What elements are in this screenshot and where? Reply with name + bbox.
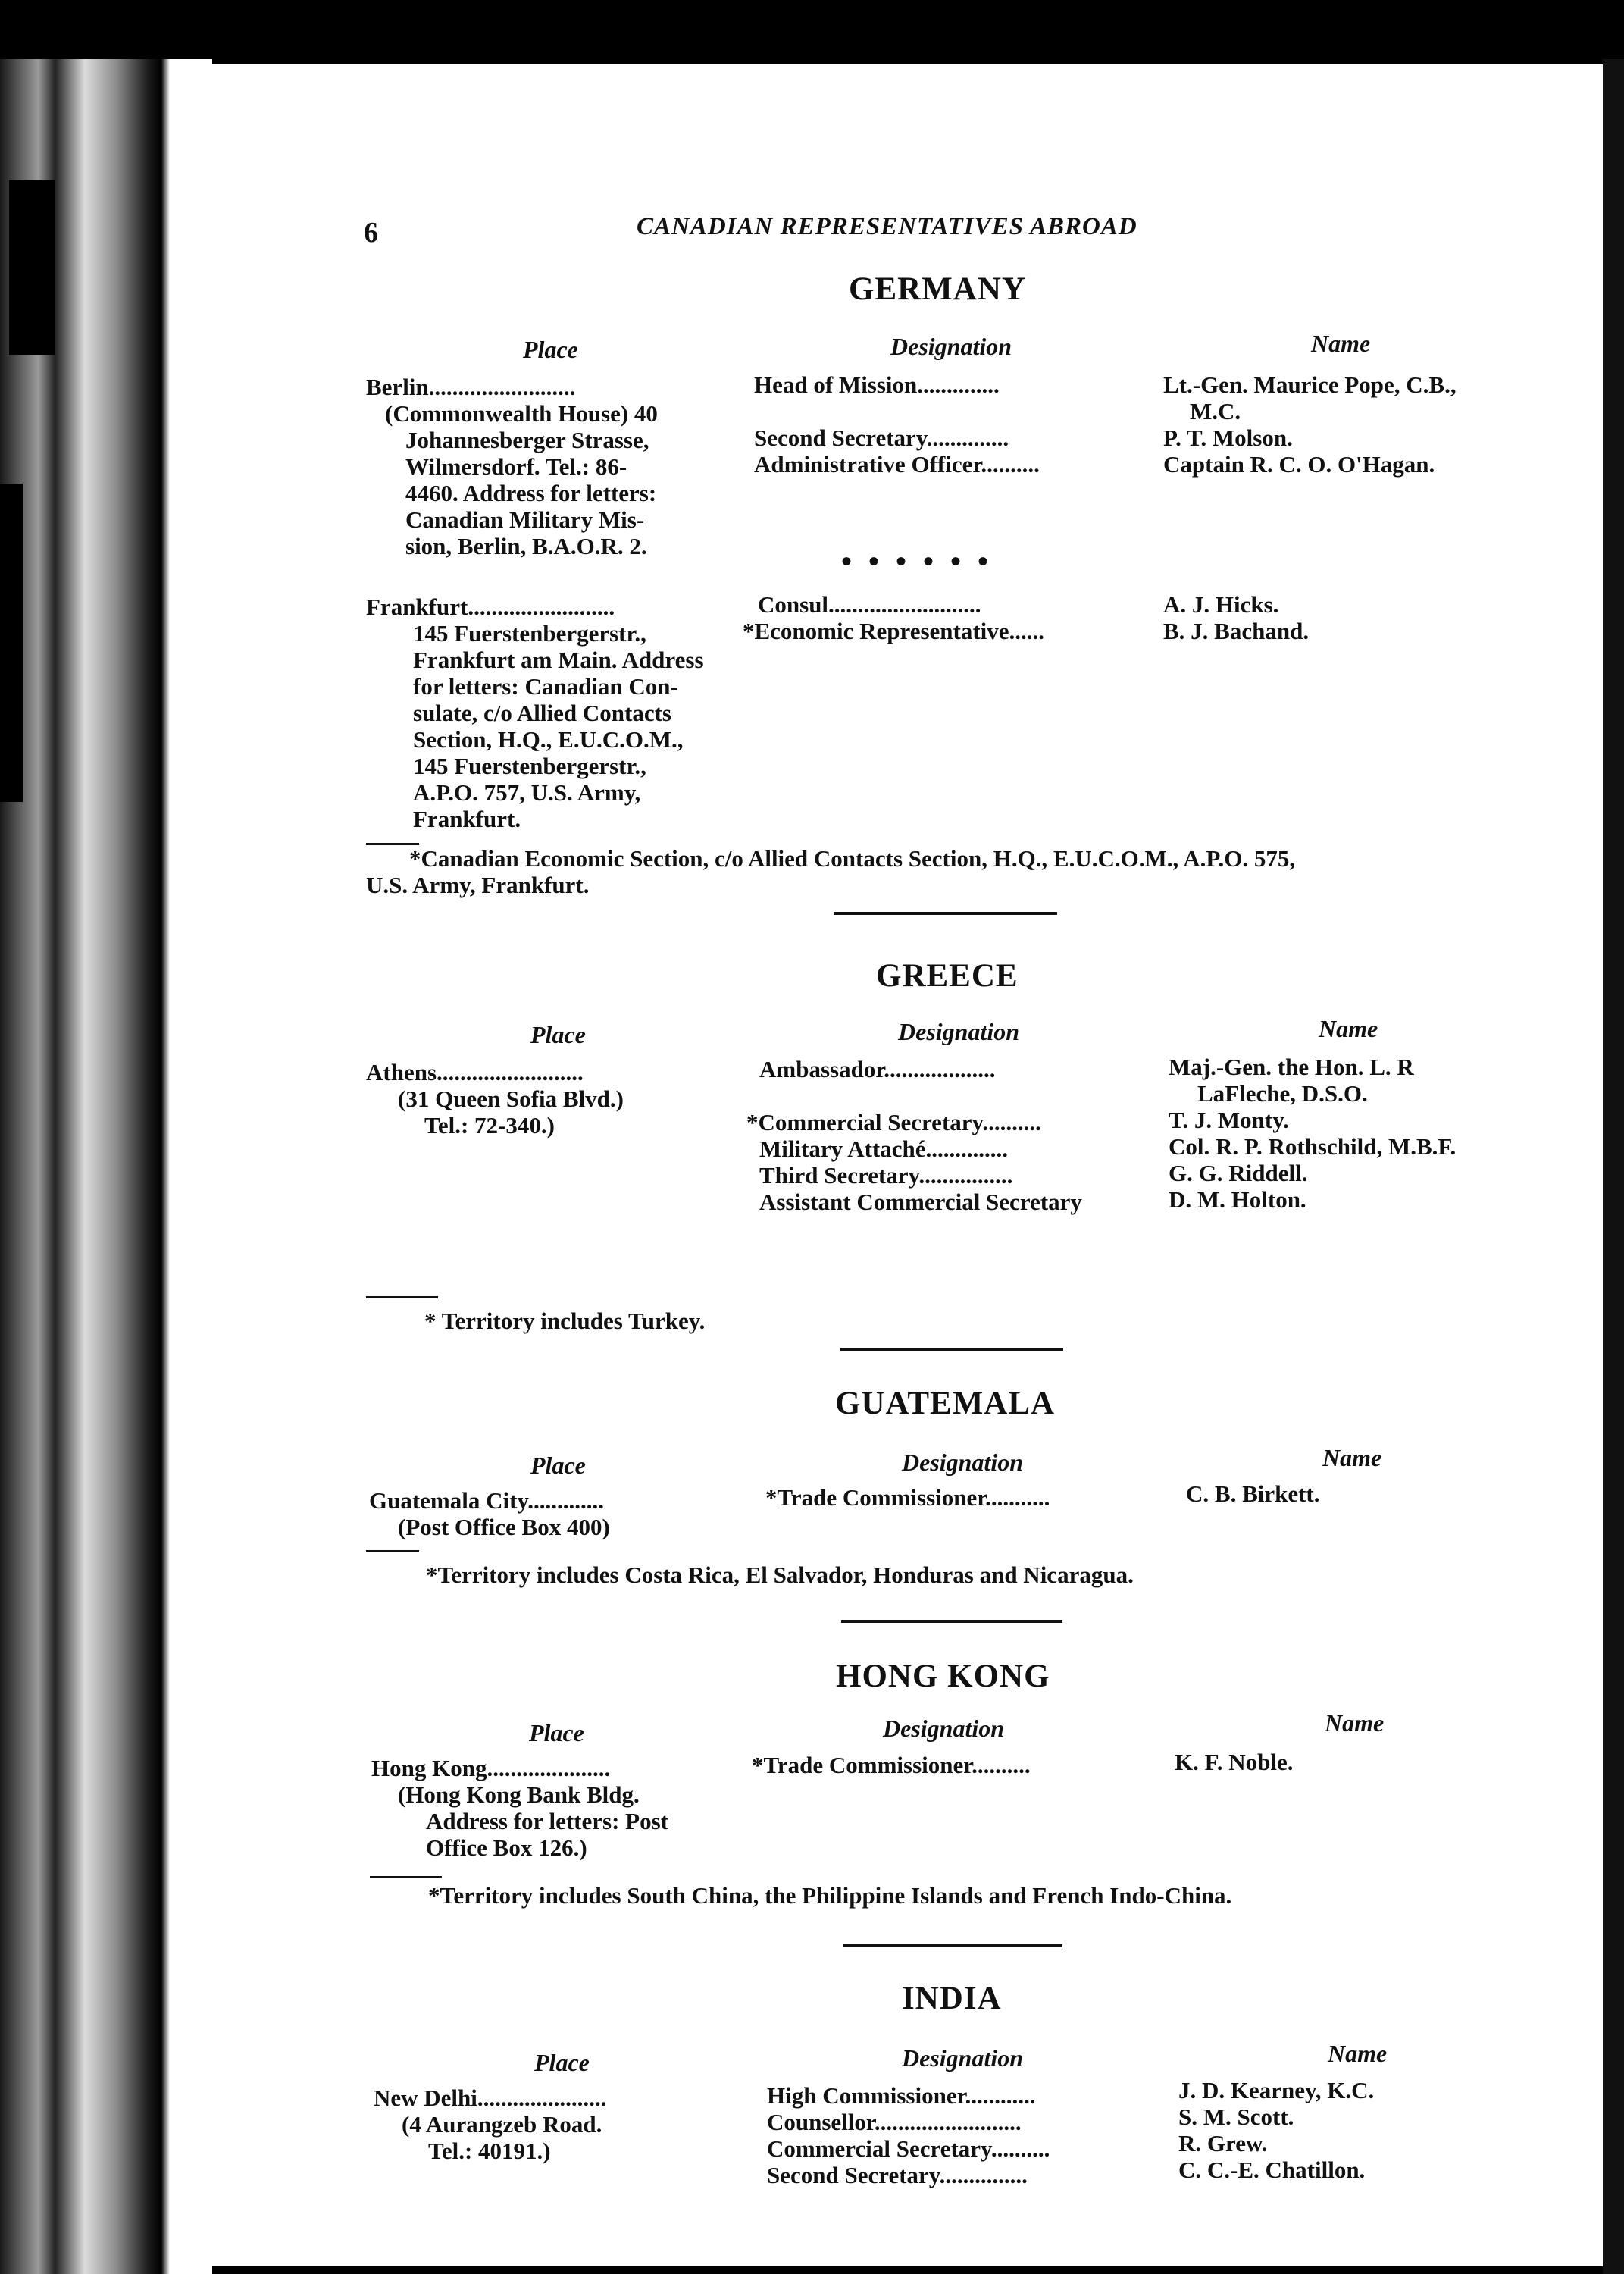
section-rule xyxy=(843,1944,1062,1947)
binding-margin xyxy=(0,59,212,2274)
person-name: Col. R. P. Rothschild, M.B.F. xyxy=(1169,1133,1457,1160)
column-header-designation: Designation xyxy=(883,1715,1005,1742)
guatemala-address: (Post Office Box 400) xyxy=(398,1514,610,1540)
designation: High Commissioner............ xyxy=(767,2082,1036,2109)
frankfurt-address: sulate, c/o Allied Contacts xyxy=(413,700,671,726)
athens-address: (31 Queen Sofia Blvd.) xyxy=(398,1085,624,1112)
footnote: U.S. Army, Frankfurt. xyxy=(366,872,590,898)
person-name: A. J. Hicks. xyxy=(1163,591,1279,618)
person-name: C. C.-E. Chatillon. xyxy=(1178,2157,1366,2183)
column-header-place: Place xyxy=(534,2049,590,2076)
designation: Administrative Officer.......... xyxy=(754,451,1040,478)
person-name: T. J. Monty. xyxy=(1169,1107,1289,1133)
section-rule xyxy=(840,1348,1063,1351)
designation: Third Secretary................ xyxy=(759,1162,1013,1189)
section-title-india: INDIA xyxy=(902,1981,1002,2016)
frankfurt-place: Frankfurt......................... xyxy=(366,594,615,620)
column-header-place: Place xyxy=(529,1719,584,1746)
column-header-designation: Designation xyxy=(898,1018,1020,1045)
berlin-address: Johannesberger Strasse, xyxy=(405,427,649,453)
footnote: *Territory includes Costa Rica, El Salvador, Honduras and Nicaragua. xyxy=(426,1561,1134,1588)
designation: Counsellor......................... xyxy=(767,2109,1022,2135)
hong-kong-place: Hong Kong..................... xyxy=(371,1755,611,1781)
person-name: B. J. Bachand. xyxy=(1163,618,1310,644)
designation: Military Attaché.............. xyxy=(759,1135,1009,1162)
column-header-name: Name xyxy=(1311,330,1371,357)
scan-artifact xyxy=(0,484,23,802)
person-name: G. G. Riddell. xyxy=(1169,1160,1308,1186)
footnote: *Territory includes South China, the Philippine Islands and French Indo-China. xyxy=(428,1882,1232,1909)
frankfurt-address: Section, H.Q., E.U.C.O.M., xyxy=(413,726,684,753)
person-name: R. Grew. xyxy=(1178,2130,1268,2157)
section-title-germany: GERMANY xyxy=(849,271,1026,307)
hong-kong-address: Address for letters: Post xyxy=(426,1808,668,1834)
designation: Ambassador................... xyxy=(759,1056,996,1082)
athens-place: Athens......................... xyxy=(366,1059,584,1085)
frankfurt-address: Frankfurt. xyxy=(413,806,521,832)
new-delhi-place: New Delhi...................... xyxy=(374,2084,607,2111)
footnote: * Territory includes Turkey. xyxy=(424,1308,706,1334)
frankfurt-address: 145 Fuerstenbergerstr., xyxy=(413,620,646,647)
designation: Commercial Secretary.......... xyxy=(767,2135,1050,2162)
section-rule xyxy=(834,912,1057,915)
designation: *Trade Commissioner........... xyxy=(765,1484,1050,1511)
column-header-designation: Designation xyxy=(890,333,1012,360)
footnote-rule xyxy=(366,1550,419,1552)
column-header-name: Name xyxy=(1325,1709,1385,1737)
page-number: 6 xyxy=(364,217,378,249)
person-name: Maj.-Gen. the Hon. L. R xyxy=(1169,1054,1414,1080)
section-title-hong-kong: HONG KONG xyxy=(836,1659,1050,1694)
column-header-designation: Designation xyxy=(902,2044,1024,2072)
berlin-address: 4460. Address for letters: xyxy=(405,480,657,506)
column-header-place: Place xyxy=(523,336,578,363)
person-name: Lt.-Gen. Maurice Pope, C.B., xyxy=(1163,371,1457,398)
column-header-name: Name xyxy=(1322,1444,1382,1471)
designation: Head of Mission.............. xyxy=(754,371,1000,398)
designation: Assistant Commercial Secretary xyxy=(759,1189,1082,1215)
designation: Consul.......................... xyxy=(758,591,981,618)
berlin-address: Canadian Military Mis- xyxy=(405,506,645,533)
berlin-address: Wilmersdorf. Tel.: 86- xyxy=(405,453,627,480)
designation: Second Secretary............... xyxy=(767,2162,1028,2188)
section-separator-dots: •••••• xyxy=(841,544,1006,578)
section-title-greece: GREECE xyxy=(876,958,1019,994)
frankfurt-address: Frankfurt am Main. Address xyxy=(413,647,704,673)
footnote-rule xyxy=(370,1876,442,1878)
designation: *Economic Representative...... xyxy=(743,618,1045,644)
person-name: Captain R. C. O. O'Hagan. xyxy=(1163,451,1435,478)
new-delhi-address: Tel.: 40191.) xyxy=(428,2138,551,2164)
scan-border-right xyxy=(1603,59,1624,2274)
hong-kong-address: Office Box 126.) xyxy=(426,1834,587,1861)
berlin-place: Berlin......................... xyxy=(366,374,576,400)
designation: Second Secretary.............. xyxy=(754,424,1009,451)
section-title-guatemala: GUATEMALA xyxy=(835,1386,1056,1421)
column-header-name: Name xyxy=(1328,2040,1388,2067)
frankfurt-address: 145 Fuerstenbergerstr., xyxy=(413,753,646,779)
person-name: S. M. Scott. xyxy=(1178,2103,1294,2130)
column-header-place: Place xyxy=(530,1021,586,1048)
person-name: C. B. Birkett. xyxy=(1186,1480,1320,1507)
new-delhi-address: (4 Aurangzeb Road. xyxy=(402,2111,602,2138)
footnote-rule xyxy=(366,1296,438,1298)
document-page xyxy=(212,64,1603,2266)
guatemala-place: Guatemala City............. xyxy=(369,1487,604,1514)
athens-address: Tel.: 72-340.) xyxy=(424,1112,555,1139)
hong-kong-address: (Hong Kong Bank Bldg. xyxy=(398,1781,640,1808)
berlin-address: (Commonwealth House) 40 xyxy=(385,400,658,427)
running-head: CANADIAN REPRESENTATIVES ABROAD xyxy=(637,213,1137,240)
berlin-address: sion, Berlin, B.A.O.R. 2. xyxy=(405,533,647,559)
column-header-place: Place xyxy=(530,1452,586,1479)
scan-artifact xyxy=(9,180,55,355)
person-name: M.C. xyxy=(1190,398,1241,424)
frankfurt-address: A.P.O. 757, U.S. Army, xyxy=(413,779,641,806)
designation: *Commercial Secretary.......... xyxy=(746,1109,1041,1135)
section-rule xyxy=(841,1620,1062,1623)
column-header-designation: Designation xyxy=(902,1449,1024,1476)
frankfurt-address: for letters: Canadian Con- xyxy=(413,673,678,700)
column-header-name: Name xyxy=(1319,1015,1378,1042)
person-name: K. F. Noble. xyxy=(1175,1749,1294,1775)
designation: *Trade Commissioner.......... xyxy=(752,1752,1031,1778)
scan-border-top xyxy=(0,0,1624,59)
footnote: *Canadian Economic Section, c/o Allied Contacts Section, H.Q., E.U.C.O.M., A.P.O. 575, xyxy=(409,845,1296,872)
person-name: LaFleche, D.S.O. xyxy=(1197,1080,1368,1107)
person-name: D. M. Holton. xyxy=(1169,1186,1306,1213)
person-name: J. D. Kearney, K.C. xyxy=(1178,2077,1375,2103)
person-name: P. T. Molson. xyxy=(1163,424,1293,451)
